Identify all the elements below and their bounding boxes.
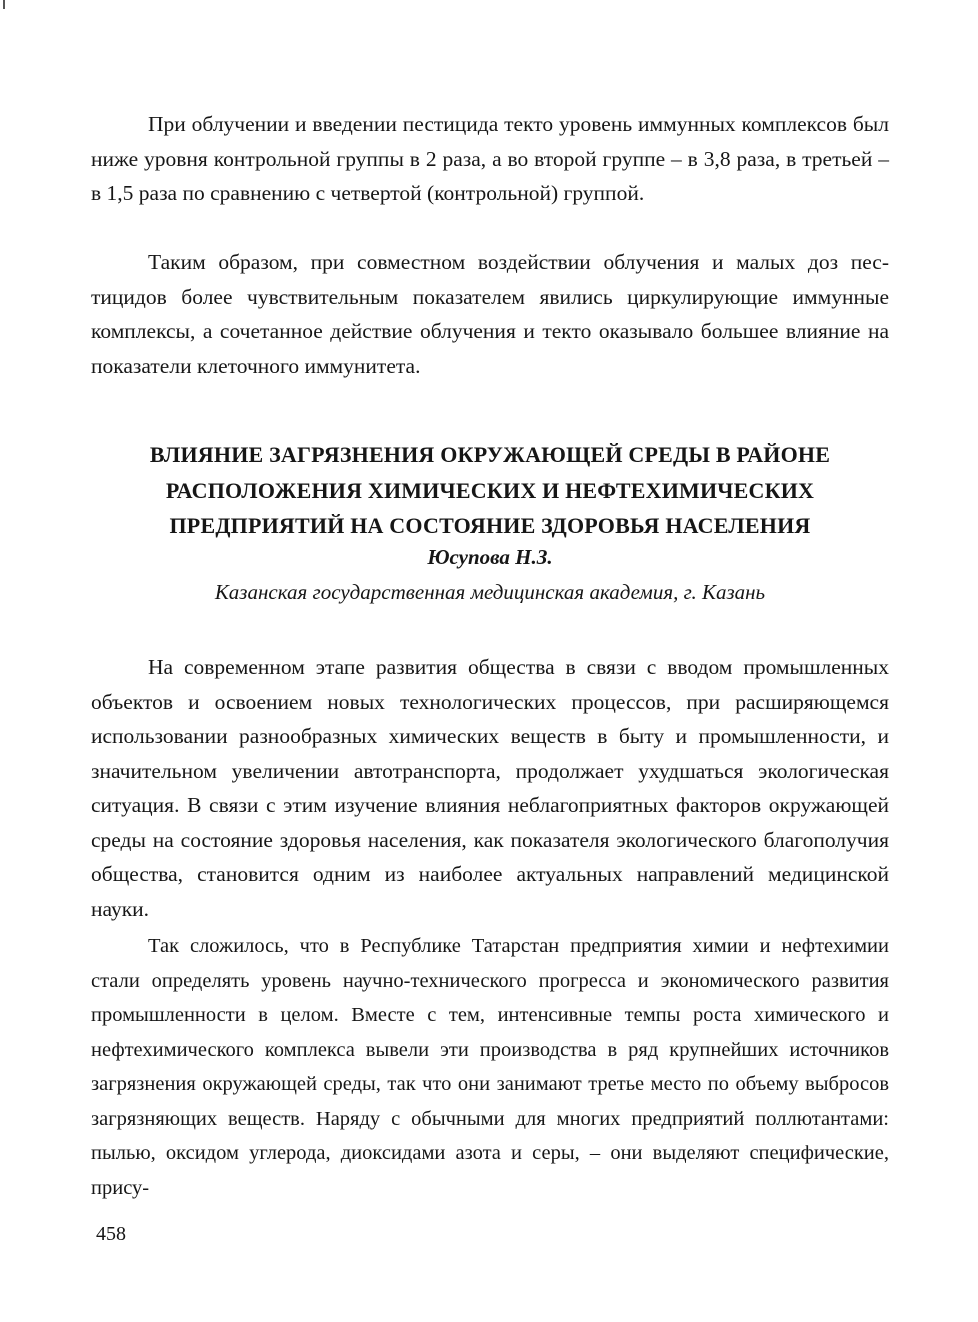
article-title-line: РАСПОЛОЖЕНИЯ ХИМИЧЕСКИХ И НЕФТЕХИМИЧЕСКИХ bbox=[165, 477, 815, 503]
paragraph-tatarstan: Так сложилось, что в Республике Татарстан предприятия химии и нефтехимии стали определять уровень научно-технического прогресса и экономического развития промышленности в целом. Вместе с тем, интенсивные темпы роста химического и нефтехимического комплекса вывели эти производства в ряд крупнейших источников загрязнения окружающей среды, так что они занимают третье место по объему выбросов загрязняющих веществ. Наряду с обычными для многих предприятий поллютантами: пылью, оксидом углерода, диоксидами азота и серы, – они выделяют специфические, прису- bbox=[91, 935, 889, 1199]
article-title-line: ВЛИЯНИЕ ЗАГРЯЗНЕНИЯ ОКРУЖАЮЩЕЙ СРЕДЫ В РАЙОНЕ bbox=[149, 442, 831, 467]
page-number: 458 bbox=[96, 1223, 126, 1245]
article-title bbox=[91, 437, 889, 544]
article-affiliation: Казанская государственная медицинская академия, г. Казань bbox=[214, 580, 766, 604]
paragraph-introduction: На современном этапе развития общества в связи с вводом промышленных объектов и освоением новых технологических процессов, при расширяющемся использовании разнообразных химических веществ в быту и промышленности, и значительном увеличении автотранспорта, продолжает ухудшаться экологическая ситуация. В связи с этим изучение влияния неблагоприятных факторов окружающей среды на состояние здоровья населения, как показателя экологического благополучия общества, становится одним из наиболее актуальных направлений медицинской науки. bbox=[91, 655, 889, 921]
scan-mark bbox=[3, 0, 5, 9]
paragraph-results: При облучении и введении пестицида текто уровень иммунных комплексов был ниже уровня контрольной группы в 2 раза, а во второй группе – в 3,8 раза, в третьей – в 1,5 раза по сравнению с четвертой (контрольной) группой. bbox=[91, 112, 889, 205]
article-author: Юсупова Н.З. bbox=[427, 545, 553, 569]
article-title-line: ПРЕДПРИЯТИЙ НА СОСТОЯНИЕ ЗДОРОВЬЯ НАСЕЛЕНИЯ bbox=[169, 513, 811, 538]
paragraph-conclusion: Таким образом, при совместном воздействии облучения и малых доз пестицидов более чувствительным показателем явились циркулирующие иммунные комплексы, а сочетанное действие облучения и текто оказывало большее влияние на показатели клеточного иммунитета. bbox=[91, 250, 889, 378]
